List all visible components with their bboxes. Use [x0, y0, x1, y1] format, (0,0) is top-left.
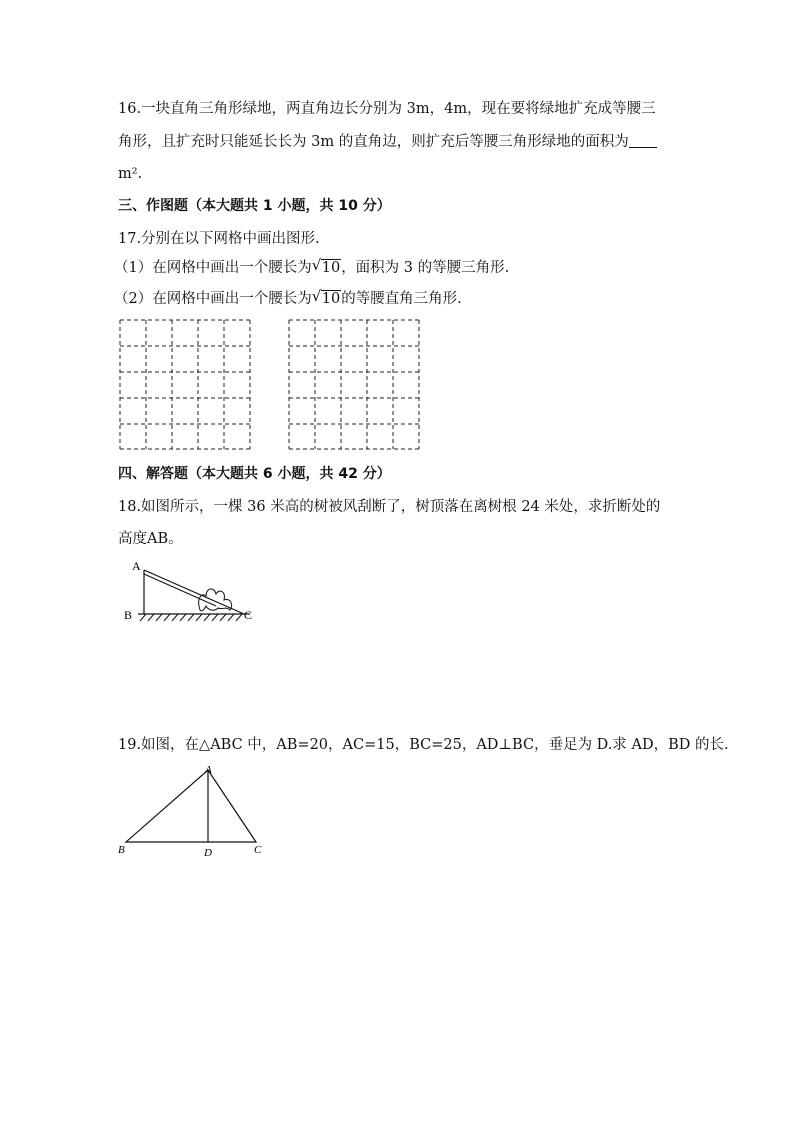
q18-line-1: 18.如图所示，一棵 36 米高的树被风刮断了，树顶落在离树根 24 米处，求折断处的 [118, 499, 661, 515]
q17-stem: 17.分别在以下网格中画出图形. [118, 231, 320, 247]
label-c: C [244, 608, 253, 622]
sqrt-radicand: 10 [321, 291, 341, 307]
q19-line-1: 19.如图，在△ABC 中，AB=20，AC=15，BC=25，AD⊥BC，垂足为 D.求 AD，BD 的长. [118, 737, 729, 753]
grid-left [118, 318, 254, 452]
sqrt-symbol: √ 10 [311, 256, 341, 276]
q16-line-3: m². [118, 166, 143, 182]
section-3-title: 三、作图题（本大题共 1 小题，共 10 分） [118, 198, 391, 214]
label-c: C [254, 844, 262, 856]
q17-part-2-text-b: 的等腰直角三角形. [341, 291, 462, 307]
q17-part-1-text-b: ，面积为 3 的等腰三角形. [341, 260, 510, 276]
q17-part-2 [114, 288, 462, 310]
q16-line-2 [118, 131, 657, 153]
sqrt-radicand: 10 [321, 260, 341, 276]
q16-line-1: 16.一块直角三角形绿地，两直角边长分别为 3m，4m，现在要将绿地扩充成等腰三 [118, 101, 656, 117]
grid-right [287, 318, 423, 452]
label-b: B [118, 844, 125, 856]
broken-tree-figure [118, 558, 268, 630]
label-d: D [204, 847, 212, 858]
q16-line-2-text: 角形，且扩充时只能延长长为 3m 的直角边，则扩充后等腰三角形绿地的面积为 [118, 134, 629, 150]
q17-part-1 [114, 257, 509, 279]
section-4-title: 四、解答题（本大题共 6 小题，共 42 分） [118, 466, 391, 482]
q17-part-1-text-a: （1）在网格中画出一个腰长为 [114, 260, 312, 276]
label-a: A [205, 764, 212, 776]
answer-blank [629, 133, 657, 148]
triangle-figure [116, 762, 270, 858]
label-a: A [132, 559, 141, 573]
q18-line-2: 高度AB。 [118, 531, 183, 547]
label-b: B [124, 608, 133, 622]
sqrt-symbol: √ 10 [311, 287, 341, 307]
q17-part-2-text-a: （2）在网格中画出一个腰长为 [114, 291, 312, 307]
